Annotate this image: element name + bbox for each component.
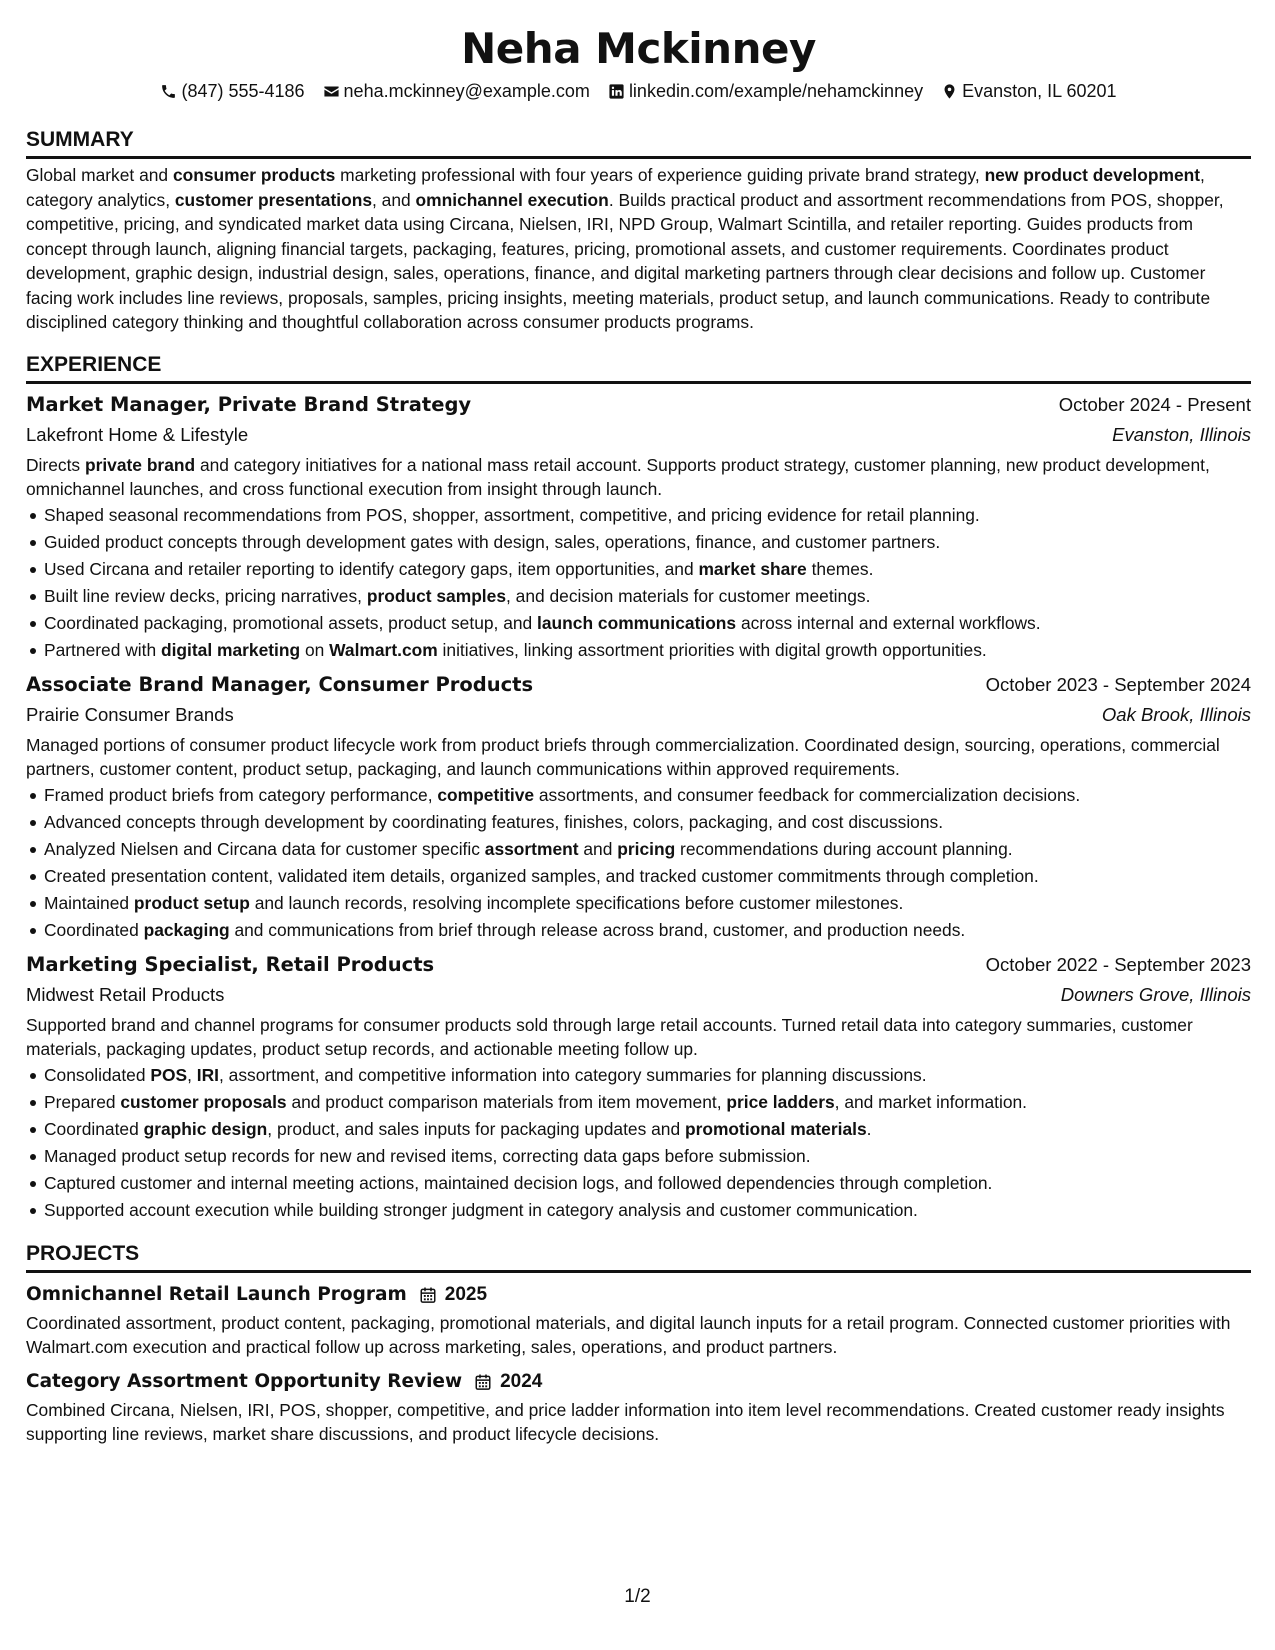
- phone-text: (847) 555-4186: [181, 81, 305, 101]
- calendar-icon: [419, 1286, 437, 1304]
- emphasis-text: price ladders: [726, 1091, 835, 1112]
- emphasis-text: graphic design: [143, 1118, 268, 1139]
- job-bullets: [26, 502, 1251, 664]
- job-bullets: [26, 782, 1251, 944]
- contact-phone: [160, 78, 304, 104]
- job-dates: October 2024 - Present: [1058, 393, 1251, 415]
- experience-heading: EXPERIENCE: [26, 351, 1251, 384]
- bullet-item: Coordinated packaging and communications from brief through release across brand, customer, and production needs.: [44, 917, 1251, 944]
- emphasis-text: POS: [150, 1064, 188, 1085]
- job-dates: October 2023 - September 2024: [985, 673, 1251, 695]
- contact-location: [941, 78, 1116, 104]
- summary-heading: SUMMARY: [26, 126, 1251, 159]
- bullet-item: Consolidated POS, IRI, assortment, and competitive information into category summaries for planning discussions.: [44, 1062, 1251, 1089]
- contact-linkedin[interactable]: [608, 78, 923, 104]
- job-dates: October 2022 - September 2023: [985, 953, 1251, 975]
- summary-text: Global market and consumer products marketing professional with four years of experience guiding private brand strategy, new product development, category analytics, customer presentations, and omnichannel execution. Builds practical product and assortment recommendations from POS, shopper, competitive, pricing, and syndicated market data using Circana, Nielsen, IRI, NPD Group, Walmart Scintilla, and retailer reporting. Guides products from concept through launch, aligning financial targets, packaging, features, pricing, promotional assets, and customer requirements. Coordinates product development, graphic design, industrial design, sales, operations, finance, and digital marketing partners through clear decisions and follow up. Customer facing work includes line reviews, proposals, samples, pricing insights, meeting materials, product setup, and launch communications. Ready to contribute disciplined category thinking and thoughtful collaboration across consumer products programs.: [26, 165, 1224, 332]
- emphasis-text: customer proposals: [120, 1091, 287, 1112]
- bullet-item: Maintained product setup and launch records, resolving incomplete specifications before customer milestones.: [44, 890, 1251, 917]
- project-year-text: 2024: [500, 1370, 543, 1392]
- emphasis-text: digital marketing: [160, 639, 301, 660]
- emphasis-text: competitive: [437, 784, 535, 805]
- bullet-item: Partnered with digital marketing on Walmart.com initiatives, linking assortment priorities with digital growth opportunities.: [44, 637, 1251, 664]
- emphasis-text: packaging: [143, 919, 230, 940]
- projects-heading: PROJECTS: [26, 1240, 1251, 1273]
- contact-email[interactable]: [323, 78, 590, 104]
- project-entry: [26, 1281, 1251, 1360]
- emphasis-text: market share: [698, 558, 807, 579]
- project-year-text: 2025: [444, 1283, 488, 1305]
- bullet-item: Captured customer and internal meeting actions, maintained decision logs, and followed dependencies through completion.: [44, 1170, 1251, 1197]
- job-title: Market Manager, Private Brand Strategy: [26, 392, 472, 416]
- job-entry: [26, 670, 1251, 944]
- bullet-item: Used Circana and retailer reporting to identify category gaps, item opportunities, and market share themes.: [44, 556, 1251, 583]
- page-number: 1/2: [624, 1586, 651, 1607]
- emphasis-text: Walmart.com: [329, 639, 438, 660]
- project-description: Combined Circana, Nielsen, IRI, POS, shopper, competitive, and price ladder information into item level recommendations. Created customer ready insights supporting line reviews, market share discussions, and product lifecycle decisions.: [26, 1399, 1225, 1444]
- emphasis-text: assortment: [484, 838, 579, 859]
- emphasis-text: product setup: [133, 892, 250, 913]
- contact-bar: [26, 78, 1251, 104]
- emphasis-text: consumer products: [172, 165, 336, 185]
- job-location: Downers Grove, Illinois: [1060, 983, 1251, 1005]
- project-entry: [26, 1368, 1251, 1447]
- emphasis-text: private brand: [84, 454, 196, 475]
- company-name: Lakefront Home & Lifestyle: [26, 423, 249, 445]
- project-title: Category Assortment Opportunity Review: [26, 1370, 463, 1392]
- job-location: Oak Brook, Illinois: [1101, 703, 1251, 725]
- job-summary: Directs private brand and category initiatives for a national mass retail account. Supports product strategy, customer planning, new product development, omnichannel launches, and cross functional execution from insight through launch.: [26, 454, 1210, 499]
- bullet-item: Created presentation content, validated item details, organized samples, and tracked customer commitments through completion.: [44, 863, 1251, 890]
- bullet-item: Analyzed Nielsen and Circana data for customer specific assortment and pricing recommendations during account planning.: [44, 836, 1251, 863]
- emphasis-text: IRI: [196, 1064, 219, 1085]
- bullet-item: Coordinated graphic design, product, and sales inputs for packaging updates and promotional materials.: [44, 1116, 1251, 1143]
- bullet-item: Built line review decks, pricing narratives, product samples, and decision materials for customer meetings.: [44, 583, 1251, 610]
- bullet-item: Managed product setup records for new and revised items, correcting data gaps before submission.: [44, 1143, 1251, 1170]
- envelope-icon: [323, 83, 340, 100]
- job-title: Marketing Specialist, Retail Products: [26, 952, 435, 976]
- phone-icon: [160, 83, 177, 100]
- bullet-item: Advanced concepts through development by coordinating features, finishes, colors, packaging, and cost discussions.: [44, 809, 1251, 836]
- bullet-item: Guided product concepts through development gates with design, sales, operations, finance, and customer partners.: [44, 529, 1251, 556]
- location-text: Evanston, IL 60201: [962, 81, 1117, 101]
- resume-page: [26, 20, 1251, 1447]
- job-summary: Managed portions of consumer product lifecycle work from product briefs through commercialization. Coordinated design, sourcing, operations, commercial partners, customer content, product setup, packaging, and launch communications within approved requirements.: [26, 734, 1220, 779]
- job-bullets: [26, 1062, 1251, 1224]
- bullet-item: Prepared customer proposals and product comparison materials from item movement, price ladders, and market information.: [44, 1089, 1251, 1116]
- email-text[interactable]: neha.mckinney@example.com: [343, 81, 590, 101]
- job-title: Associate Brand Manager, Consumer Products: [26, 672, 534, 696]
- emphasis-text: launch communications: [537, 612, 737, 633]
- bullet-item: Framed product briefs from category performance, competitive assortments, and consumer feedback for commercialization decisions.: [44, 782, 1251, 809]
- calendar-icon: [474, 1373, 492, 1391]
- job-entry: [26, 950, 1251, 1224]
- emphasis-text: new product development: [984, 165, 1201, 185]
- project-year: [419, 1284, 487, 1306]
- job-summary: Supported brand and channel programs for consumer products sold through large retail accounts. Turned retail data into category summaries, customer materials, packaging updates, product setup records, and actionable meeting follow up.: [26, 1014, 1193, 1059]
- project-year: [474, 1371, 542, 1393]
- map-pin-icon: [941, 83, 958, 100]
- company-name: Midwest Retail Products: [26, 983, 225, 1005]
- job-entry: [26, 390, 1251, 664]
- bullet-item: Shaped seasonal recommendations from POS, shopper, assortment, competitive, and pricing evidence for retail planning.: [44, 502, 1251, 529]
- emphasis-text: product samples: [366, 585, 506, 606]
- emphasis-text: omnichannel execution: [415, 189, 609, 210]
- company-name: Prairie Consumer Brands: [26, 703, 234, 725]
- bullet-item: Coordinated packaging, promotional assets, product setup, and launch communications across internal and external workflows.: [44, 610, 1251, 637]
- bullet-item: Supported account execution while building stronger judgment in category analysis and customer communication.: [44, 1197, 1251, 1224]
- emphasis-text: promotional materials: [684, 1118, 867, 1139]
- candidate-name: Neha Mckinney: [461, 24, 816, 73]
- linkedin-text[interactable]: linkedin.com/example/nehamckinney: [628, 81, 924, 101]
- project-title: Omnichannel Retail Launch Program: [26, 1283, 407, 1305]
- job-location: Evanston, Illinois: [1112, 423, 1251, 445]
- emphasis-text: pricing: [617, 838, 676, 859]
- linkedin-icon: [608, 83, 625, 100]
- emphasis-text: customer presentations: [174, 189, 373, 210]
- project-description: Coordinated assortment, product content, packaging, promotional materials, and digital launch inputs for a retail program. Connected customer priorities with Walmart.com execution and practical follow up across marketing, sales, operations, and product partners.: [26, 1312, 1231, 1357]
